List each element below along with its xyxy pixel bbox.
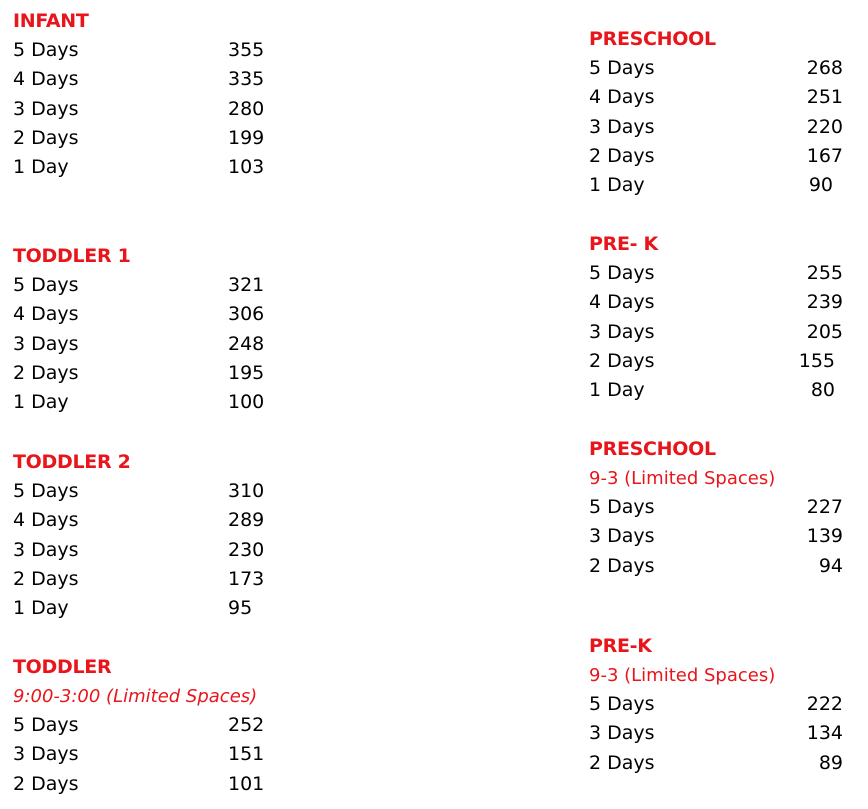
preschool-section <box>589 25 843 200</box>
price-row <box>589 318 843 347</box>
days-label: 3 Days <box>13 97 79 120</box>
price-row <box>13 95 273 124</box>
section-subtitle: 9-3 (Limited Spaces) <box>589 468 776 489</box>
price-row <box>589 522 843 551</box>
days-label: 2 Days <box>589 751 655 774</box>
price-row <box>589 113 843 142</box>
days-label: 3 Days <box>13 743 79 766</box>
price-row <box>13 330 273 359</box>
price-row <box>13 594 273 623</box>
price-row <box>13 153 273 182</box>
price-row <box>13 536 273 565</box>
price-value: 90 <box>808 174 833 197</box>
price-value: 248 <box>228 332 265 355</box>
price-value: 101 <box>228 772 265 795</box>
days-label: 1 Day <box>589 379 645 402</box>
toddler-1-section <box>13 242 273 417</box>
days-label: 5 Days <box>589 262 655 284</box>
days-label: 5 Days <box>13 480 79 502</box>
days-label: 5 Days <box>589 496 655 518</box>
days-label: 1 Day <box>13 597 69 620</box>
price-value: 155 <box>798 349 835 372</box>
days-label: 2 Days <box>13 361 79 384</box>
price-value: 220 <box>806 115 843 138</box>
section-title: PRE-K <box>589 635 652 657</box>
price-value: 335 <box>228 68 265 91</box>
price-row <box>13 36 273 65</box>
price-row <box>13 711 273 740</box>
section-title: PRE- K <box>589 233 658 255</box>
days-label: 5 Days <box>13 39 79 61</box>
days-label: 4 Days <box>13 509 79 532</box>
section-title: PRESCHOOL <box>589 28 716 50</box>
days-label: 1 Day <box>589 174 645 197</box>
section-title: TODDLER 1 <box>13 245 131 267</box>
days-label: 2 Days <box>13 772 79 795</box>
price-value: 227 <box>806 496 843 518</box>
price-value: 230 <box>228 538 265 561</box>
price-row <box>589 376 843 405</box>
infant-section <box>13 7 273 182</box>
section-subtitle: 9:00-3:00 (Limited Spaces) <box>13 686 258 707</box>
price-row <box>589 493 843 522</box>
price-value: 268 <box>806 57 843 79</box>
section-title: TODDLER <box>13 656 112 678</box>
days-label: 2 Days <box>589 554 655 577</box>
price-value: 355 <box>228 39 265 61</box>
price-row <box>13 300 273 329</box>
price-value: 310 <box>228 480 265 502</box>
price-value: 255 <box>806 262 843 284</box>
price-value: 173 <box>228 567 265 590</box>
price-value: 89 <box>818 751 843 774</box>
days-label: 4 Days <box>13 303 79 326</box>
price-value: 95 <box>228 597 253 620</box>
section-title: INFANT <box>13 10 89 32</box>
preschool-limited-section <box>589 435 843 581</box>
price-value: 222 <box>806 693 843 715</box>
price-row <box>589 552 843 581</box>
days-label: 4 Days <box>589 86 655 109</box>
section-title: TODDLER 2 <box>13 451 131 473</box>
days-label: 5 Days <box>13 274 79 296</box>
section-title: PRESCHOOL <box>589 438 716 460</box>
price-row <box>589 719 843 748</box>
price-row <box>589 749 843 778</box>
price-row <box>13 271 273 300</box>
price-row <box>589 259 843 288</box>
price-value: 205 <box>806 320 843 343</box>
price-value: 134 <box>806 722 843 745</box>
price-row <box>13 565 273 594</box>
price-value: 252 <box>228 714 265 736</box>
price-value: 239 <box>806 291 843 314</box>
price-row <box>13 388 273 417</box>
days-label: 3 Days <box>589 525 655 548</box>
price-row <box>13 770 273 799</box>
price-value: 289 <box>228 509 265 532</box>
price-row <box>589 83 843 112</box>
price-value: 199 <box>228 126 265 149</box>
price-value: 151 <box>228 743 265 766</box>
days-label: 4 Days <box>589 291 655 314</box>
days-label: 2 Days <box>13 567 79 590</box>
price-row <box>589 288 843 317</box>
price-row <box>13 124 273 153</box>
toddler-limited-section <box>13 653 273 799</box>
days-label: 4 Days <box>13 68 79 91</box>
pre-k-limited-section <box>589 632 843 778</box>
days-label: 3 Days <box>589 722 655 745</box>
days-label: 3 Days <box>589 320 655 343</box>
days-label: 2 Days <box>13 126 79 149</box>
price-value: 100 <box>228 391 265 414</box>
days-label: 2 Days <box>589 144 655 167</box>
price-row <box>13 506 273 535</box>
price-value: 251 <box>806 86 843 109</box>
days-label: 2 Days <box>589 349 655 372</box>
price-row <box>589 142 843 171</box>
toddler-2-section <box>13 448 273 623</box>
days-label: 5 Days <box>589 57 655 79</box>
days-label: 5 Days <box>13 714 79 736</box>
days-label: 3 Days <box>13 538 79 561</box>
price-value: 80 <box>810 379 835 402</box>
price-value: 280 <box>228 97 265 120</box>
price-value: 103 <box>228 156 265 179</box>
price-row <box>589 171 843 200</box>
days-label: 3 Days <box>13 332 79 355</box>
days-label: 5 Days <box>589 693 655 715</box>
price-row <box>13 65 273 94</box>
price-row <box>589 54 843 83</box>
price-value: 94 <box>818 554 843 577</box>
price-value: 195 <box>228 361 265 384</box>
price-value: 167 <box>806 144 843 167</box>
days-label: 1 Day <box>13 156 69 179</box>
days-label: 3 Days <box>589 115 655 138</box>
price-value: 321 <box>228 274 265 296</box>
price-row <box>13 477 273 506</box>
price-row <box>589 347 843 376</box>
pre-k-section <box>589 230 843 405</box>
price-row <box>13 359 273 388</box>
price-value: 139 <box>806 525 843 548</box>
days-label: 1 Day <box>13 391 69 414</box>
section-subtitle: 9-3 (Limited Spaces) <box>589 665 776 686</box>
price-row <box>13 740 273 769</box>
price-value: 306 <box>228 303 265 326</box>
price-row <box>589 690 843 719</box>
